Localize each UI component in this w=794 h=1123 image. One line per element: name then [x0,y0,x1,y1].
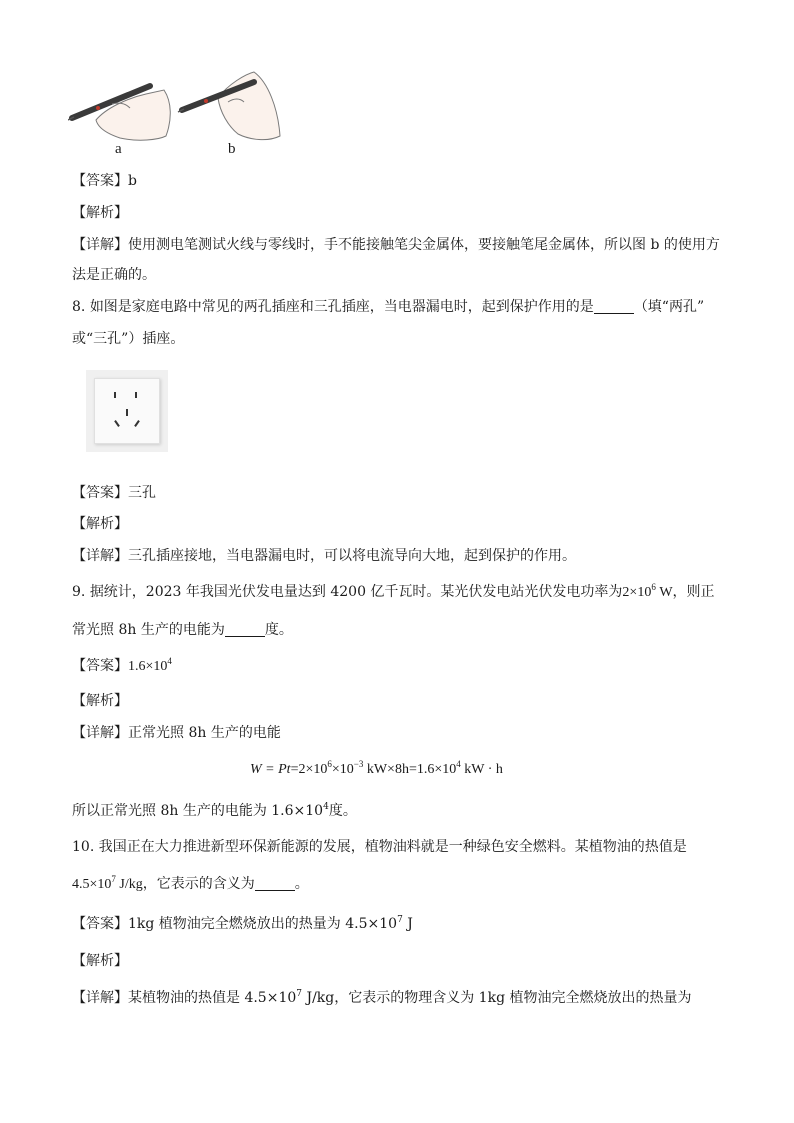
q8-answer-value: 三孔 [128,485,156,501]
q10-answer-line: 【答案】1kg 植物油完全燃烧放出的热量为 $4.5\times 10^7$ J [72,915,413,932]
q7-detail-line1: 【详解】使用测电笔测试火线与零线时，手不能接触笔尖金属体，要接触笔尾金属体，所以图 b 的使用方 [72,237,720,253]
answer-blank [225,622,265,637]
detail-tag: 【详解】 [72,725,128,741]
figure-label-b: b [228,141,236,157]
answer-tag: 【答案】 [72,485,128,501]
socket-faceplate [94,378,160,444]
q8-question-line1: 8. 如图是家庭电路中常见的两孔插座和三孔插座，当电器漏电时，起到保护作用的是 （填“两孔” [72,299,705,315]
test-pen-figure [68,68,288,160]
q9-question-line2: 常光照 8h 生产的电能为 度。 [72,622,293,638]
hand-b-illustration [178,72,280,140]
question-number: 10. [72,839,95,855]
q10-question-line2: $4.5\times 10^7$ J/kg，它表示的含义为 。 [72,874,309,892]
answer-tag: 【答案】 [72,916,128,932]
two-hole-slot-right [135,392,137,398]
q10-detail-line: 【详解】某植物油的热值是 $4.5\times 10^7$ J/kg，它表示的物理含义为 1kg 植物油完全燃烧放出的热量为 [72,989,692,1006]
q7-analysis-heading: 【解析】 [72,205,128,221]
q8-detail-line: 【详解】三孔插座接地，当电器漏电时，可以将电流导向大地，起到保护的作用。 [72,548,576,564]
answer-blank [255,876,295,891]
detail-tag: 【详解】 [72,990,128,1006]
q8-question-line2: 或“三孔”）插座。 [72,331,185,347]
q9-question-line1: 9. 据统计，2023 年我国光伏发电量达到 4200 亿千瓦时。某光伏发电站光伏发电功率为$2\times 10^6$ W，则正 [72,582,715,600]
detail-tag: 【详解】 [72,548,128,564]
q7-detail-line2: 法是正确的。 [72,267,156,283]
two-hole-slot-left [114,392,116,398]
three-hole-ground-slot [126,409,128,416]
q7-answer-line [72,171,137,191]
q9-conclusion: 所以正常光照 8h 生产的电能为 $1.6\times 10^4$度。 [72,802,357,819]
socket-photo [86,370,168,452]
figure-label-a: a [115,141,122,157]
q8-analysis-heading: 【解析】 [72,516,128,532]
answer-blank [594,299,634,314]
hand-a-illustration [68,86,170,140]
detail-tag: 【详解】 [72,237,128,253]
three-hole-slot-right [134,420,140,427]
q9-answer-value: $1.6\times 10^4$ [128,656,172,674]
question-number: 8. [72,299,86,315]
answer-tag: 【答案】 [72,173,128,189]
question-number: 9. [72,584,86,600]
q9-analysis-heading: 【解析】 [72,693,128,709]
q10-analysis-heading: 【解析】 [72,953,128,969]
q9-answer-line [72,656,172,677]
q9-equation: $W = Pt=2\times 10^6\times 10^{-3}$ $kW\times 8h=1.6\times 10^4$ kW · h [250,759,503,777]
q8-answer-line [72,483,156,503]
q10-question-line1: 10. 我国正在大力推进新型环保新能源的发展，植物油料就是一种绿色安全燃料。某植物油的热值是 [72,839,687,855]
q7-answer-value: b [128,173,137,189]
q9-detail-line: 【详解】正常光照 8h 生产的电能 [72,725,281,741]
answer-tag: 【答案】 [72,658,128,674]
three-hole-slot-left [114,420,120,427]
